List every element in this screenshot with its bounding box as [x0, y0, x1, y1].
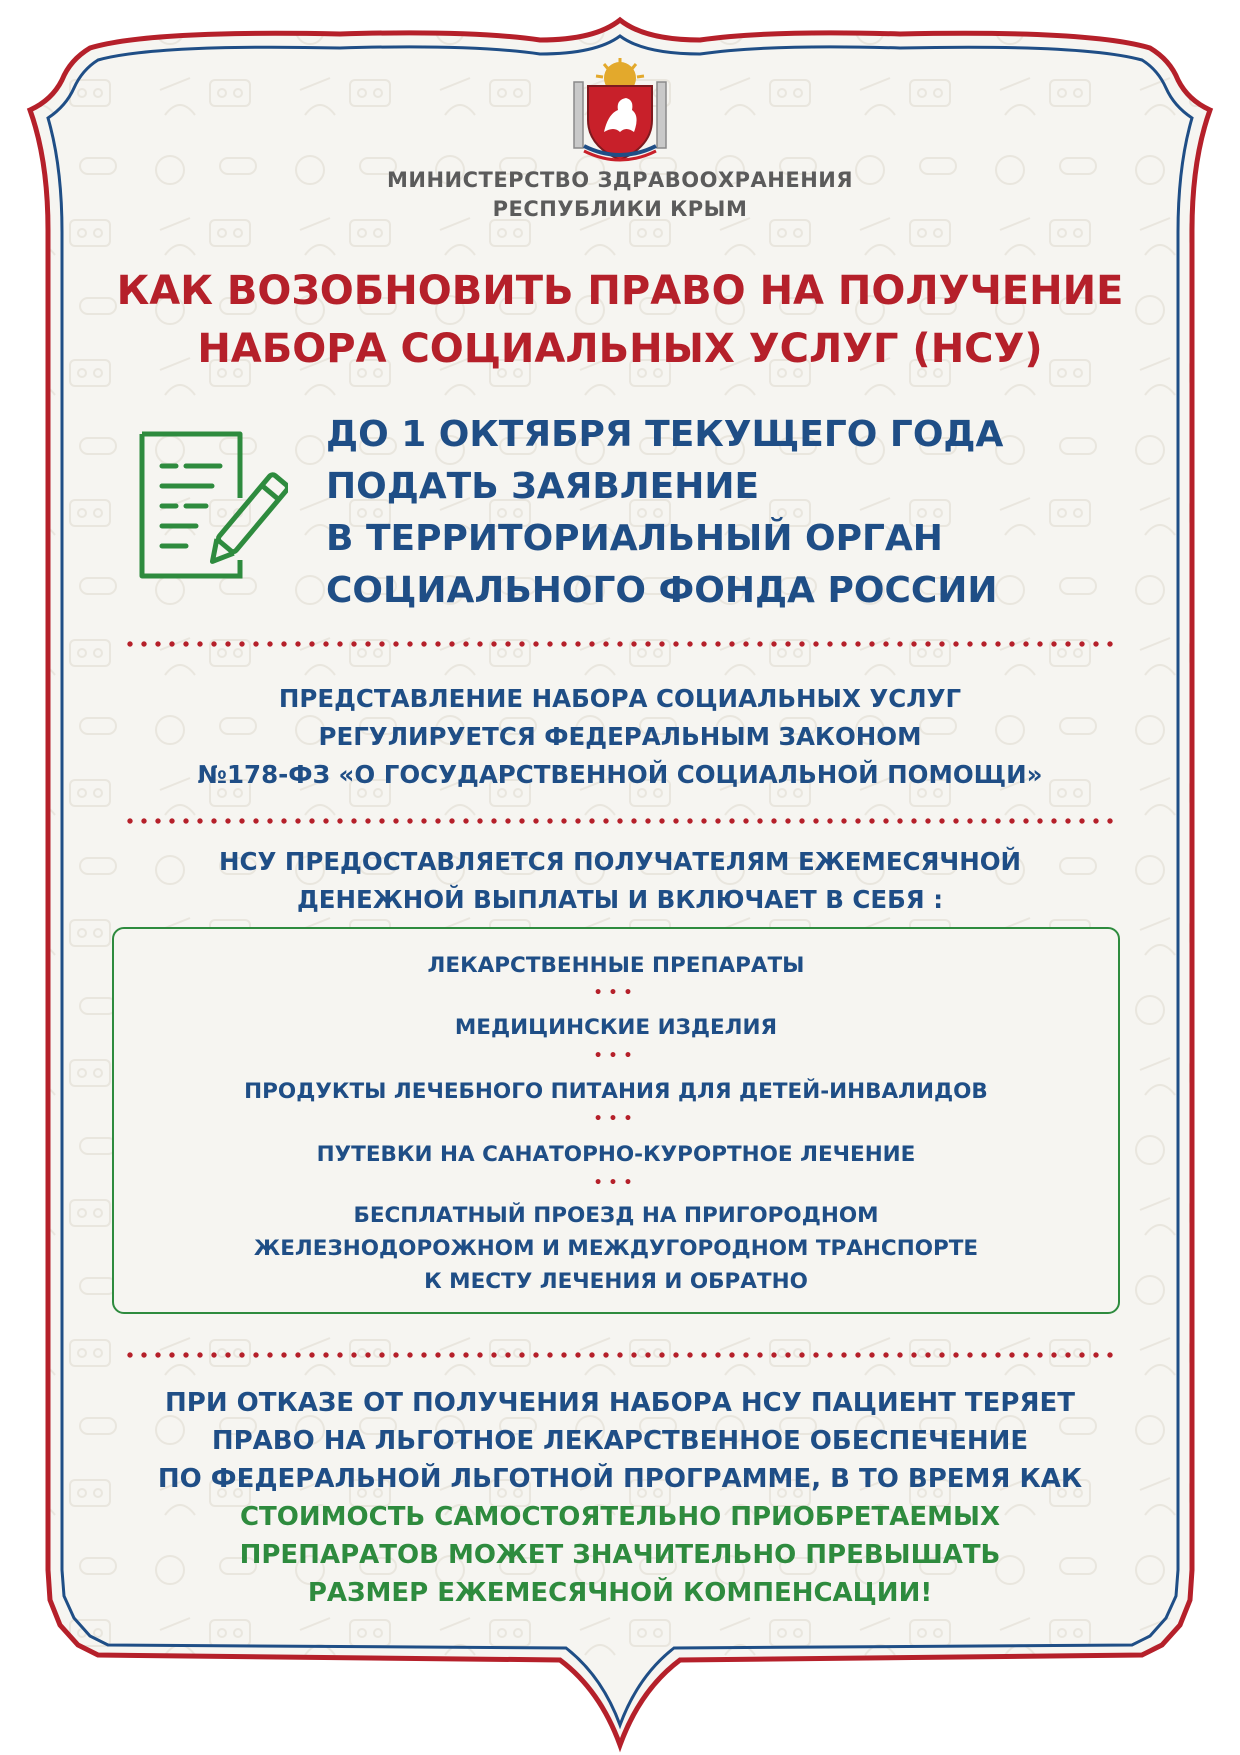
warning-line-highlight: ПРЕПАРАТОВ МОЖЕТ ЗНАЧИТЕЛЬНО ПРЕВЫШАТЬ [239, 1540, 1001, 1570]
service-item-label: ЖЕЛЕЗНОДОРОЖНОМ И МЕЖДУГОРОДНОМ ТРАНСПОРТЕ [253, 1236, 979, 1261]
warning-line: ПРИ ОТКАЗЕ ОТ ПОЛУЧЕНИЯ НАБОРА НСУ ПАЦИЕНТ ТЕРЯЕТ [165, 1388, 1075, 1418]
page-title [0, 262, 1240, 378]
ministry-line: МИНИСТЕРСТВО ЗДРАВООХРАНЕНИЯ [386, 168, 854, 192]
service-separator: ••• [593, 985, 639, 1001]
document-pen-icon [136, 428, 288, 582]
dotted-divider [120, 817, 1120, 825]
service-item-label: МЕДИЦИНСКИЕ ИЗДЕЛИЯ [454, 1015, 778, 1040]
nsu-intro-text [0, 843, 1240, 919]
law-line: РЕГУЛИРУЕТСЯ ФЕДЕРАЛЬНЫМ ЗАКОНОМ [318, 722, 922, 751]
deadline-line: ДО 1 ОКТЯБРЯ ТЕКУЩЕГО ГОДА [326, 414, 1004, 455]
crimea-coat-of-arms-icon [570, 58, 670, 164]
dotted-divider [120, 640, 1120, 648]
service-item-label: ПУТЕВКИ НА САНАТОРНО-КУРОРТНОЕ ЛЕЧЕНИЕ [316, 1142, 916, 1167]
ministry-line: РЕСПУБЛИКИ КРЫМ [492, 197, 748, 221]
service-item [114, 1011, 1118, 1044]
title-line: КАК ВОЗОБНОВИТЬ ПРАВО НА ПОЛУЧЕНИЕ [116, 268, 1124, 314]
deadline-line: В ТЕРРИТОРИАЛЬНЫЙ ОРГАН [326, 518, 943, 559]
service-item-label: К МЕСТУ ЛЕЧЕНИЯ И ОБРАТНО [424, 1269, 808, 1294]
title-line: НАБОРА СОЦИАЛЬНЫХ УСЛУГ (НСУ) [197, 326, 1043, 372]
deadline-line: ПОДАТЬ ЗАЯВЛЕНИЕ [326, 466, 760, 507]
nsu-intro-line: НСУ ПРЕДОСТАВЛЯЕТСЯ ПОЛУЧАТЕЛЯМ ЕЖЕМЕСЯЧНОЙ [218, 847, 1022, 876]
service-item [114, 1199, 1118, 1298]
nsu-intro-line: ДЕНЕЖНОЙ ВЫПЛАТЫ И ВКЛЮЧАЕТ В СЕБЯ : [296, 885, 944, 914]
services-list [112, 927, 1120, 1314]
service-separator: ••• [593, 1048, 639, 1064]
ministry-name [0, 166, 1240, 224]
warning-line-highlight: СТОИМОСТЬ САМОСТОЯТЕЛЬНО ПРИОБРЕТАЕМЫХ [239, 1502, 1001, 1532]
dotted-divider [120, 1351, 1120, 1359]
warning-line: ПО ФЕДЕРАЛЬНОЙ ЛЬГОТНОЙ ПРОГРАММЕ, В ТО ВРЕМЯ КАК [157, 1464, 1083, 1494]
service-separator: ••• [593, 1111, 639, 1127]
law-line: ПРЕДСТАВЛЕНИЕ НАБОРА СОЦИАЛЬНЫХ УСЛУГ [278, 684, 962, 713]
deadline-text [326, 409, 1003, 617]
service-item [114, 949, 1118, 982]
law-text [0, 680, 1240, 794]
deadline-line: СОЦИАЛЬНОГО ФОНДА РОССИИ [326, 570, 998, 611]
service-item [114, 1138, 1118, 1171]
service-item-label: ЛЕКАРСТВЕННЫЕ ПРЕПАРАТЫ [427, 953, 805, 978]
service-item-label: ПРОДУКТЫ ЛЕЧЕБНОГО ПИТАНИЯ ДЛЯ ДЕТЕЙ-ИНВАЛИДОВ [244, 1079, 988, 1104]
service-item-label: БЕСПЛАТНЫЙ ПРОЕЗД НА ПРИГОРОДНОМ [353, 1203, 879, 1228]
warning-line-highlight: РАЗМЕР ЕЖЕМЕСЯЧНОЙ КОМПЕНСАЦИИ! [307, 1578, 933, 1608]
service-separator: ••• [593, 1175, 639, 1191]
service-item [114, 1075, 1118, 1108]
law-line: №178-ФЗ «О ГОСУДАРСТВЕННОЙ СОЦИАЛЬНОЙ ПОМОЩИ» [197, 760, 1043, 789]
warning-line: ПРАВО НА ЛЬГОТНОЕ ЛЕКАРСТВЕННОЕ ОБЕСПЕЧЕНИЕ [211, 1426, 1029, 1456]
warning-text [0, 1384, 1240, 1612]
